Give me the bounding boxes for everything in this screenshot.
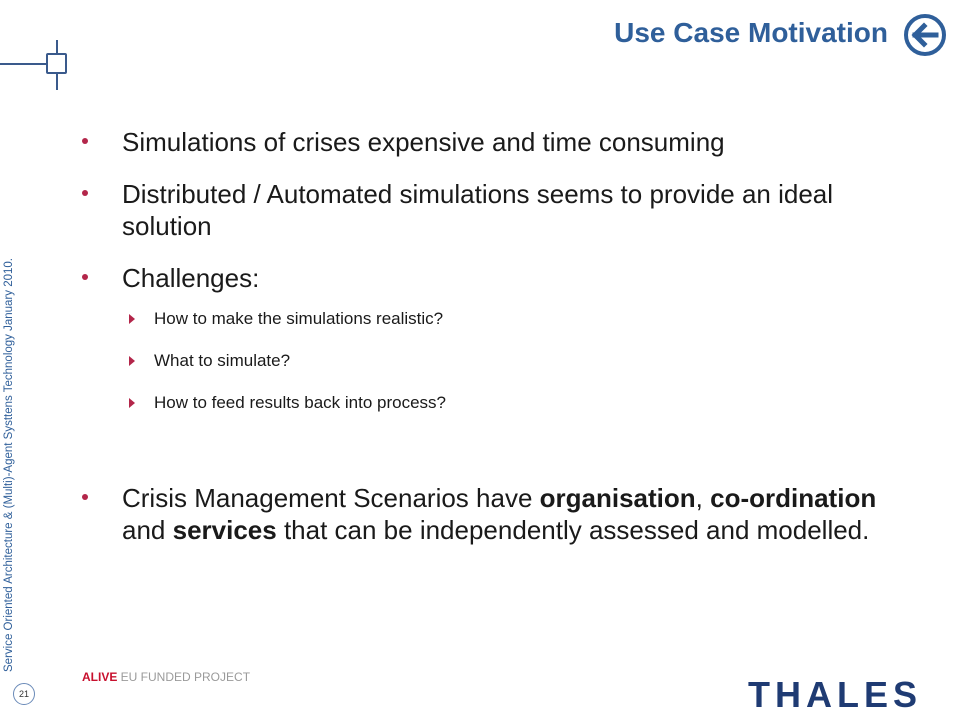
footer-brand: ALIVE (82, 670, 118, 684)
text-run: that can be independently assessed and modelled. (276, 515, 870, 545)
sub-bullet-text: How to feed results back into process? (154, 393, 446, 412)
bullet-item (82, 482, 902, 546)
bullet-text: Distributed / Automated simulations seems to provide an ideal solution (122, 179, 834, 241)
bullet-text: Simulations of crises expensive and time consuming (122, 127, 725, 157)
sub-bullet-item (82, 308, 902, 330)
thales-logo (730, 674, 940, 714)
bullet-dot (82, 274, 88, 280)
bullet-list (82, 126, 902, 546)
slide-title: Use Case Motivation (614, 17, 888, 48)
footer-project (82, 670, 250, 684)
bullet-dot (82, 494, 88, 500)
text-run: and (122, 515, 173, 545)
emphasis-services: services (172, 515, 277, 545)
footer-text: EU FUNDED PROJECT (117, 670, 251, 684)
bullet-text (122, 483, 876, 545)
sub-bullet-text: How to make the simulations realistic? (154, 309, 444, 328)
crosshair-box (46, 53, 67, 74)
back-arrow-icon (903, 13, 947, 57)
sub-bullet-item (82, 350, 902, 372)
side-footer-text: Service Oriented Architecture & (Multi)-Agent Systtens Technology January 2010. (3, 258, 15, 672)
bullet-item (82, 126, 902, 158)
back-button[interactable] (903, 13, 947, 57)
triangle-right-icon (129, 356, 135, 366)
bullet-item (82, 178, 902, 242)
triangle-right-icon (129, 398, 135, 408)
crosshair-horizontal-line (0, 63, 47, 65)
text-run: , (695, 483, 711, 513)
bullet-item (82, 262, 902, 294)
sub-bullet-text: What to simulate? (154, 351, 291, 370)
emphasis-organisation: organisation (539, 483, 696, 513)
page-number: 21 (13, 683, 35, 705)
emphasis-co-ordination: co-ordination (710, 483, 877, 513)
triangle-right-icon (129, 314, 135, 324)
logo-text: THALES (748, 674, 922, 714)
bullet-dot (82, 138, 88, 144)
bullet-text: Challenges: (122, 263, 260, 293)
bullet-dot (82, 190, 88, 196)
text-run: Crisis Management Scenarios have (122, 483, 540, 513)
sub-bullet-item (82, 392, 902, 414)
